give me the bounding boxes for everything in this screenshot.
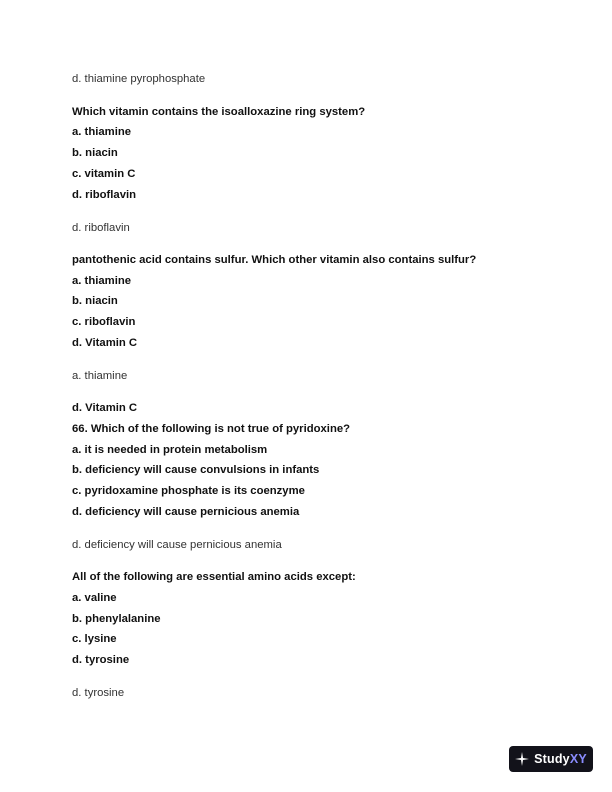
answer-line: d. thiamine pyrophosphate [72, 73, 206, 85]
question-line: All of the following are essential amino acids except: [72, 571, 356, 583]
option-line: b. phenylalanine [72, 613, 161, 625]
option-line: c. pyridoxamine phosphate is its coenzyme [72, 485, 305, 497]
option-line: d. Vitamin C [72, 402, 138, 414]
option-line: b. niacin [72, 295, 118, 307]
option-line: d. deficiency will cause pernicious anemia [72, 506, 300, 518]
answer-line: d. deficiency will cause pernicious anemia [72, 539, 282, 551]
option-line: c. riboflavin [72, 316, 136, 328]
question-line: 66. Which of the following is not true of pyridoxine? [72, 423, 351, 435]
option-line: d. riboflavin [72, 189, 137, 201]
answer-line: d. tyrosine [72, 687, 125, 699]
question-line: pantothenic acid contains sulfur. Which other vitamin also contains sulfur? [72, 254, 477, 266]
answer-line: d. riboflavin [72, 222, 130, 234]
option-line: a. thiamine [72, 275, 132, 287]
option-line: c. lysine [72, 633, 117, 645]
option-line: a. it is needed in protein metabolism [72, 444, 268, 456]
option-line: a. thiamine [72, 126, 132, 138]
option-line: d. Vitamin C [72, 337, 138, 349]
option-line: d. tyrosine [72, 654, 130, 666]
question-line: Which vitamin contains the isoalloxazine ring system? [72, 106, 366, 118]
option-line: a. valine [72, 592, 117, 604]
answer-line: a. thiamine [72, 370, 128, 382]
brand-name: StudyXY [534, 752, 587, 766]
option-line: b. deficiency will cause convulsions in infants [72, 464, 320, 476]
option-line: b. niacin [72, 147, 118, 159]
plus-sparkle-icon [515, 752, 529, 766]
studyxy-logo[interactable] [509, 746, 593, 772]
option-line: c. vitamin C [72, 168, 136, 180]
